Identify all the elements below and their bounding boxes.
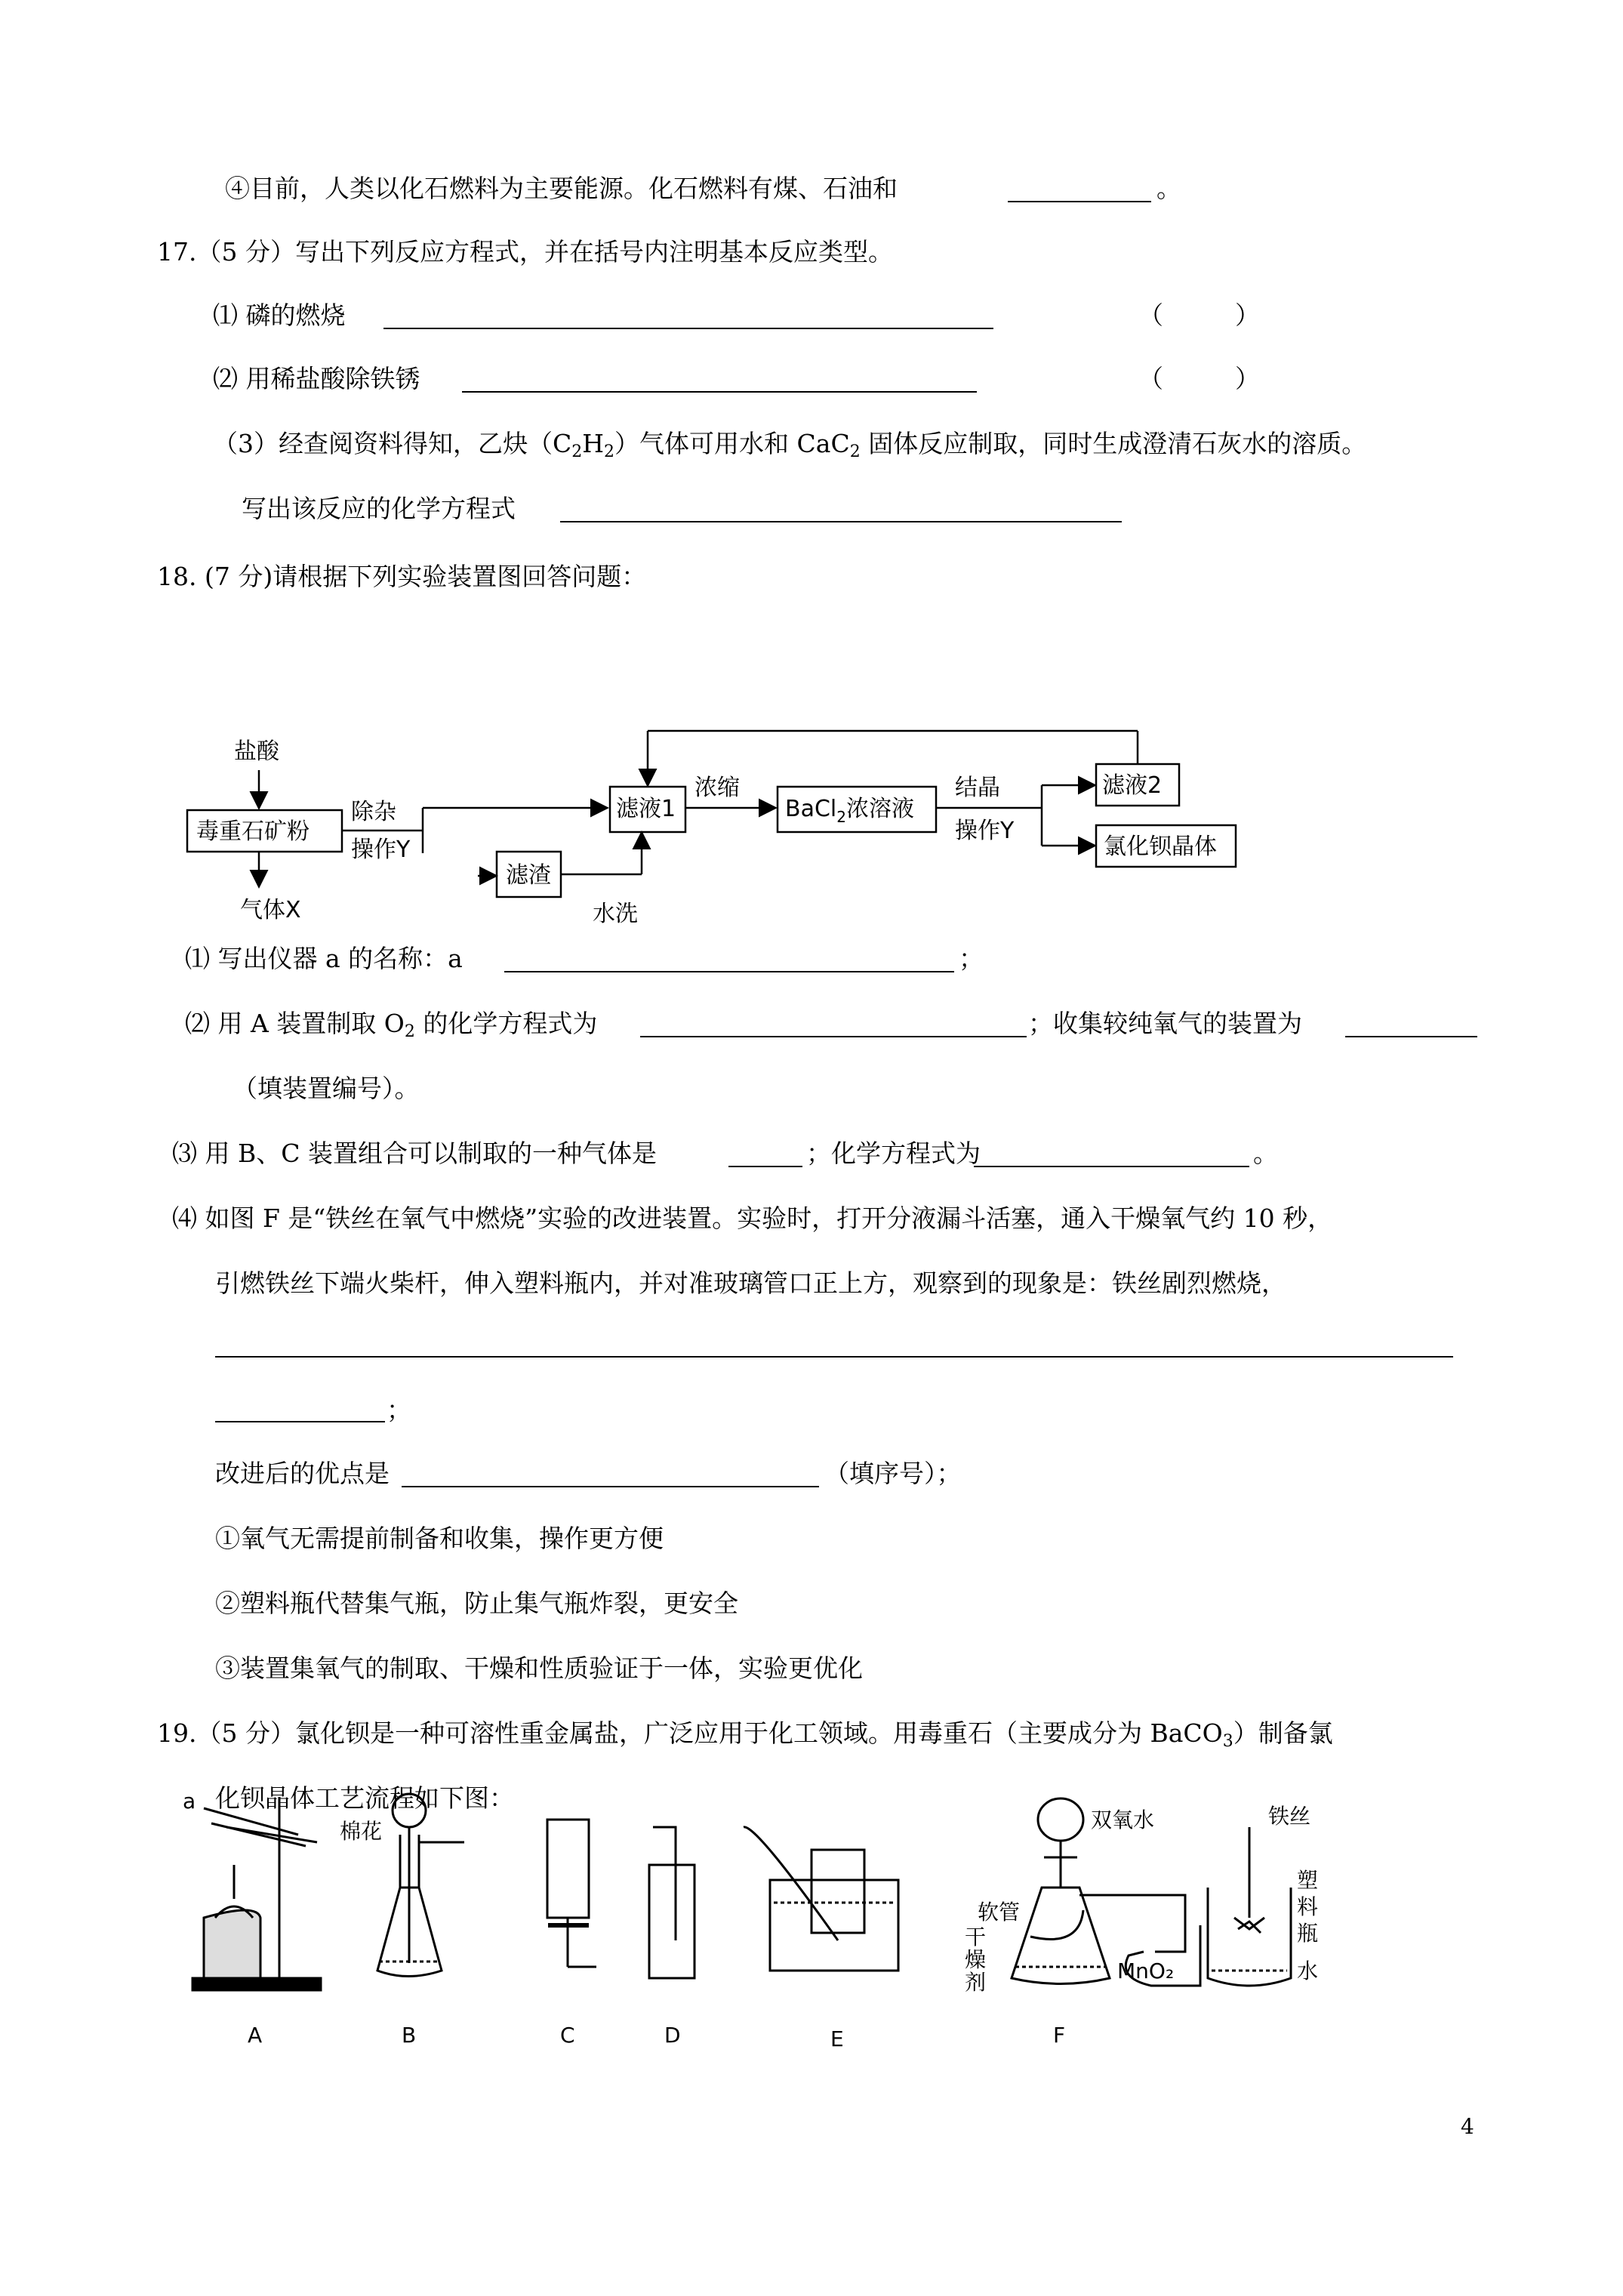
semicolon: ； [959, 944, 984, 973]
answer-blank[interactable] [383, 328, 993, 329]
flow-bacl2-box: BaCl$_2$浓溶液 [785, 796, 914, 826]
label-bottle-2: 料 [1297, 1894, 1319, 1919]
label-h2o2: 双氧水 [1091, 1808, 1155, 1832]
label-iron-wire: 铁丝 [1268, 1804, 1311, 1829]
semicolon: ； [387, 1395, 411, 1425]
answer-blank[interactable] [504, 971, 954, 972]
answer-blank[interactable] [215, 1356, 1453, 1358]
answer-blank[interactable] [560, 521, 1122, 522]
q19-line1: 19.（5 分）氯化钡是一种可溶性重金属盐，广泛应用于化工领域。用毒重石（主要成分为 BaCO$_3$）制备氯 [157, 1718, 1333, 1751]
q17-stem: 17.（5 分）写出下列反应方程式，并在括号内注明基本反应类型。 [157, 237, 893, 267]
answer-blank[interactable] [974, 1166, 1249, 1167]
label-hose: 软管 [978, 1900, 1021, 1925]
label-desiccant-3: 剂 [965, 1970, 987, 1995]
q18-option3: ③装置集氧气的制取、干燥和性质验证于一体，实验更优化 [215, 1653, 863, 1683]
q17-part3: （3）经查阅资料得知，乙炔$(C_2H_2)$气体可用水和 CaC$_2$ 固体反应制取，同时生成澄清石灰水的溶质。 [213, 429, 1367, 461]
answer-blank[interactable] [1345, 1036, 1477, 1037]
label-cotton: 棉花 [340, 1819, 383, 1844]
flow-op-y: 操作Y [351, 837, 411, 863]
q18-option2: ②塑料瓶代替集气瓶，防止集气瓶炸裂，更安全 [215, 1589, 738, 1618]
label-bottle-3: 瓶 [1297, 1921, 1319, 1946]
paren-close: ） [1235, 300, 1260, 330]
label-A: A [248, 2023, 263, 2048]
q18-part4-line1: ⑷ 如图 F 是“铁丝在氧气中燃烧”实验的改进装置。实验时，打开分液漏斗活塞，通入干燥氧气约 10 秒， [172, 1203, 1333, 1233]
q18-option1: ①氧气无需提前制备和收集，操作更方便 [215, 1524, 664, 1553]
q18-part2: ⑵ 用 A 装置制取 $O_2$ 的化学方程式为 [185, 1009, 598, 1041]
flow-ore-box: 毒重石矿粉 [196, 818, 310, 845]
answer-blank[interactable] [728, 1166, 802, 1167]
paren-open: （ [1138, 364, 1163, 393]
apparatus-figure [181, 1752, 1329, 2069]
answer-blank[interactable] [215, 1421, 385, 1422]
flow-filtrate2-box: 滤液2 [1102, 772, 1163, 799]
flow-gas-x: 气体X [240, 897, 301, 923]
q19-line2: 化钡晶体工艺流程如下图： [215, 1783, 514, 1813]
flow-crystallize: 结晶 [955, 775, 1000, 801]
q18-part4-line2: 引燃铁丝下端火柴杆，伸入塑料瓶内，并对准玻璃管口正上方，观察到的现象是：铁丝剧烈燃烧， [215, 1268, 1286, 1298]
q18-part2-b: ；收集较纯氧气的装置为 [1028, 1009, 1302, 1038]
answer-blank[interactable] [1008, 201, 1151, 202]
answer-blank[interactable] [402, 1486, 819, 1487]
q18-advantage: 改进后的优点是 [215, 1459, 390, 1488]
q16-item4: ④目前，人类以化石燃料为主要能源。化石燃料有煤、石油和 [225, 174, 898, 203]
flow-concentrate: 浓缩 [694, 775, 740, 801]
label-desiccant-1: 干 [965, 1925, 987, 1949]
paren-close: ） [1235, 364, 1260, 393]
flow-acid: 盐酸 [234, 738, 279, 765]
q18-part1: ⑴ 写出仪器 a 的名称：a [185, 944, 463, 973]
paren-open: （ [1138, 300, 1163, 330]
label-mno2: MnO₂ [1117, 1959, 1175, 1983]
q18-part2-line2: （填装置编号）。 [233, 1074, 420, 1103]
page-number: 4 [1461, 2114, 1474, 2139]
q18-stem: 18. (7 分)请根据下列实验装置图回答问题： [157, 562, 647, 591]
q17-part2: ⑵ 用稀盐酸除铁锈 [213, 364, 420, 393]
q18-advantage-end: （填序号）； [824, 1459, 962, 1488]
flow-crystal-box: 氯化钡晶体 [1104, 834, 1217, 860]
period: 。 [1156, 174, 1181, 203]
label-desiccant-2: 燥 [965, 1947, 987, 1972]
label-F: F [1053, 2023, 1066, 2048]
label-D: D [664, 2023, 681, 2048]
period: 。 [1253, 1139, 1278, 1168]
q17-part1: ⑴ 磷的燃烧 [213, 300, 346, 330]
q18-part3-b: ；化学方程式为 [806, 1139, 981, 1168]
label-B: B [402, 2023, 417, 2048]
label-E: E [830, 2026, 844, 2051]
flow-purify: 除杂 [351, 799, 396, 825]
label-bottle-1: 塑 [1297, 1868, 1319, 1893]
flow-op-y: 操作Y [955, 818, 1015, 844]
flow-filtrate1-box: 滤液1 [616, 796, 676, 822]
q17-part3-line2: 写出该反应的化学方程式 [242, 494, 516, 523]
label-water: 水 [1297, 1959, 1319, 1983]
label-a: a [183, 1789, 196, 1814]
answer-blank[interactable] [640, 1036, 1027, 1037]
label-C: C [560, 2023, 575, 2048]
process-flow-diagram [174, 717, 1268, 929]
flow-wash: 水洗 [593, 901, 638, 927]
flow-residue-box: 滤渣 [506, 862, 551, 889]
q18-part3: ⑶ 用 B、C 装置组合可以制取的一种气体是 [172, 1139, 657, 1168]
answer-blank[interactable] [462, 391, 977, 393]
